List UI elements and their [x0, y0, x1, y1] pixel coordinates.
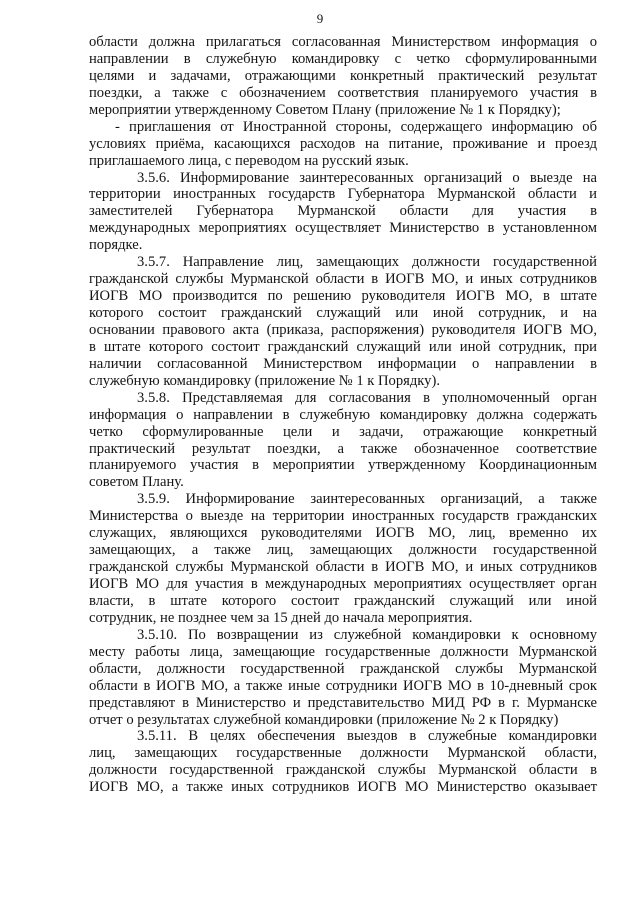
paragraph-3-5-9	[89, 491, 597, 627]
text-line: направлении в служебную командировку с четко сформулированными	[89, 50, 597, 67]
text-line: которого состоит гражданский служащий или иной сотрудник, и на	[89, 305, 597, 321]
text-line: 3.5.11. В целях обеспечения выездов в служебные командировки	[137, 728, 597, 745]
text-line: заместителей Губернатора Мурманской области для участия в	[89, 203, 597, 220]
paragraph-invitation-item	[89, 119, 597, 170]
text-line: должности государственной гражданской службы Мурманской области в	[89, 762, 597, 779]
text-line: служащих, являющихся руководителями ИОГВ МО, лиц, временно их	[89, 525, 597, 542]
text-line: советом Плану.	[89, 474, 184, 491]
paragraph-3-5-7	[89, 254, 597, 390]
text-line: условиях приёма, касающихся расходов на питание, проживание и проезд	[89, 135, 597, 152]
text-line: международных мероприятиях осуществляет Министерство в установленном	[89, 220, 597, 237]
text-line: Министерства о выезде на территории иностранных государств гражданских	[89, 508, 597, 525]
text-line: - приглашения от Иностранной стороны, содержащего информацию об	[115, 118, 597, 135]
text-line: сотрудник, не позднее чем за 15 дней до начала мероприятия.	[89, 609, 473, 626]
page-number: 9	[316, 11, 324, 26]
text-line: ИОГВ МО для участия в международных мероприятиях осуществляет орган	[89, 576, 597, 592]
document-body	[89, 34, 597, 796]
text-line: 3.5.6. Информирование заинтересованных организаций о выезде на	[137, 169, 597, 186]
text-line: приглашаемого лица, с переводом на русский язык.	[89, 152, 409, 169]
text-line: власти, в штате которого состоит гражданский служащий или иной	[89, 592, 597, 609]
text-line: замещающих, а также лиц, замещающих должности государственной	[89, 542, 597, 559]
text-line: служебную командировку (приложение № 1 к Порядку).	[89, 372, 440, 389]
text-line: мероприятии утвержденному Советом Плану (приложение № 1 к Порядку);	[89, 101, 561, 118]
paragraph-continuation	[89, 34, 597, 119]
text-line: поездки, а также с обозначением соответствия планируемого участия в	[89, 84, 597, 101]
text-line: 3.5.8. Представляемая для согласования в уполномоченный орган	[137, 389, 597, 406]
text-line: ИОГВ МО производится по решению руководителя ИОГВ МО, в штате	[89, 288, 597, 305]
paragraph-3-5-10	[89, 627, 597, 729]
text-line: в штате которого состоит гражданский служащий или иной сотрудник, при	[89, 338, 597, 355]
text-line: информация о направлении в служебную командировку должна содержать	[89, 406, 597, 423]
text-line: практический результат поездки, а также обозначенное соответствие	[89, 440, 597, 457]
text-line: 3.5.10. По возвращении из служебной командировки к основному	[137, 626, 597, 643]
text-line: порядке.	[89, 237, 143, 254]
text-line: ИОГВ МО, а также иных сотрудников ИОГВ МО Министерство оказывает	[89, 779, 597, 796]
text-line: гражданской службы Мурманской области в ИОГВ МО, и иных сотрудников	[89, 559, 597, 576]
text-line: отчет о результатах служебной командировки (приложение № 2 к Порядку)	[89, 711, 559, 728]
text-line: гражданской службы Мурманской области в ИОГВ МО, и иных сотрудников	[89, 271, 597, 288]
text-line: лиц, замещающих государственные должности Мурманской области,	[89, 745, 597, 762]
text-line: 3.5.9. Информирование заинтересованных организаций, а также	[137, 491, 597, 508]
text-line: целями и задачами, отражающими конкретный практический результат	[89, 67, 597, 84]
text-line: 3.5.7. Направление лиц, замещающих должности государственной	[137, 254, 597, 271]
text-line: представляют в Министерство и представительство МИД РФ в г. Мурманске	[89, 694, 597, 711]
text-line: области, должности государственной гражданской службы Мурманской	[89, 660, 597, 677]
text-line: планируемого участия в мероприятии утвержденному Координационным	[89, 457, 597, 474]
paragraph-3-5-8	[89, 390, 597, 492]
paragraph-3-5-6	[89, 170, 597, 255]
text-line: области должна прилагаться согласованная Министерством информация о	[89, 34, 597, 50]
text-line: четко сформулированные цели и задачи, отражающие конкретный	[89, 423, 597, 440]
text-line: территории иностранных государств Губернатора Мурманской области и	[89, 186, 597, 203]
text-line: месту работы лица, замещающие государственные должности Мурманской	[89, 643, 597, 660]
text-line: наличии согласованной Министерством информации о направлении в	[89, 355, 597, 372]
text-line: основании правового акта (приказа, распоряжения) руководителя ИОГВ МО,	[89, 321, 597, 338]
text-line: области в ИОГВ МО, а также иные сотрудники ИОГВ МО в 10-дневный срок	[89, 677, 597, 694]
paragraph-3-5-11	[89, 728, 597, 796]
